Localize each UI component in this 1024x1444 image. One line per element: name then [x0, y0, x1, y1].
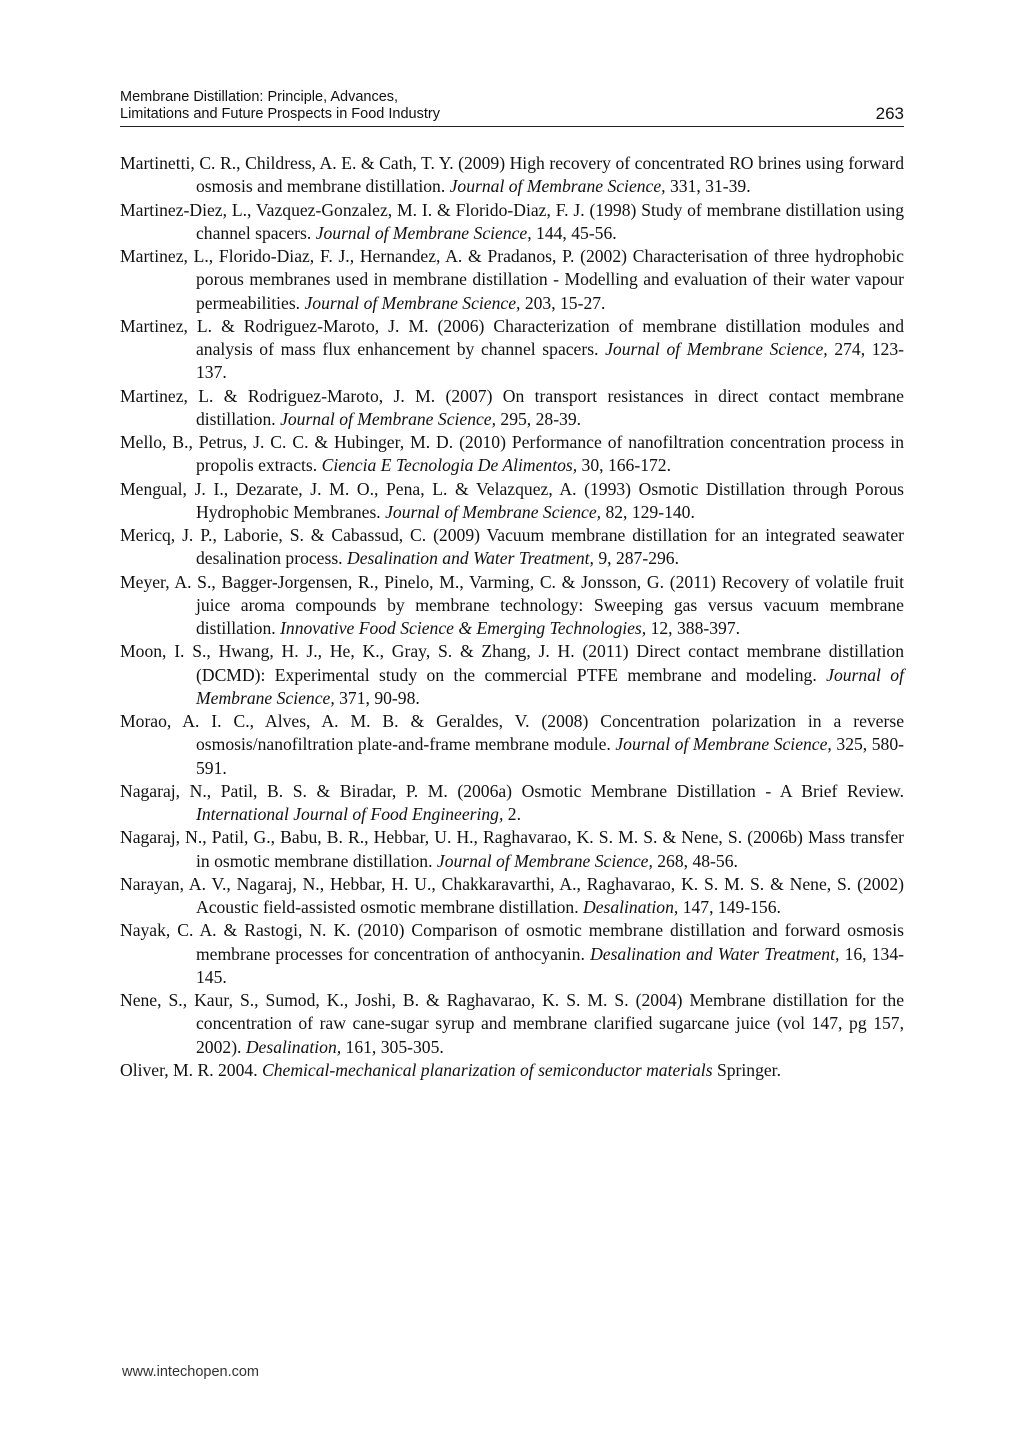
- reference-entry: Mericq, J. P., Laborie, S. & Cabassud, C. (2009) Vacuum membrane distillation for an integrated seawater desalination process. Desalination and Water Treatment, 9, 287-296.: [120, 525, 904, 569]
- journal-title: Ciencia E Tecnologia De Alimentos,: [321, 455, 578, 476]
- reference-entry: Martinetti, C. R., Childress, A. E. & Cath, T. Y. (2009) High recovery of concentrated RO brines using forward osmosis and membrane distillation. Journal of Membrane Science, 331, 31-39.: [120, 153, 904, 197]
- reference-entry: Mello, B., Petrus, J. C. C. & Hubinger, M. D. (2010) Performance of nanofiltration concentration process in propolis extracts. Ciencia E Tecnologia De Alimentos, 30, 166-172.: [120, 432, 904, 476]
- journal-title: Desalination and Water Treatment,: [590, 943, 840, 964]
- journal-title: Journal of Membrane Science,: [196, 664, 904, 708]
- reference-entry: Martinez-Diez, L., Vazquez-Gonzalez, M. I. & Florido-Diaz, F. J. (1998) Study of membrane distillation using channel spacers. Journal of Membrane Science, 144, 45-56.: [120, 199, 904, 243]
- journal-title: Journal of Membrane Science,: [605, 339, 828, 359]
- journal-title: Journal of Membrane Science,: [436, 850, 653, 871]
- journal-title: Innovative Food Science & Emerging Technologies,: [280, 618, 647, 638]
- reference-entry: Mengual, J. I., Dezarate, J. M. O., Pena, L. & Velazquez, A. (1993) Osmotic Distillation through Porous Hydrophobic Membranes. Journal of Membrane Science, 82, 129-140.: [120, 478, 904, 522]
- reference-list: [120, 152, 904, 1082]
- journal-title: Journal of Membrane Science,: [449, 176, 666, 197]
- journal-title: Desalination and Water Treatment,: [346, 548, 594, 569]
- running-header: [120, 89, 904, 127]
- reference-entry: Nagaraj, N., Patil, G., Babu, B. R., Hebbar, U. H., Raghavarao, K. S. M. S. & Nene, S. (2006b) Mass transfer in osmotic membrane distillation. Journal of Membrane Science, 268, 48-56.: [120, 827, 904, 871]
- reference-entry: Martinez, L. & Rodriguez-Maroto, J. M. (2006) Characterization of membrane distillation modules and analysis of mass flux enhancement by channel spacers. Journal of Membrane Science, 274, 123-137.: [120, 315, 904, 383]
- journal-title: Journal of Membrane Science,: [315, 222, 532, 243]
- book-title: Chemical-mechanical planarization of semiconductor materials: [262, 1059, 713, 1080]
- reference-entry: Nayak, C. A. & Rastogi, N. K. (2010) Comparison of osmotic membrane distillation and forward osmosis membrane processes for concentration of anthocyanin. Desalination and Water Treatment, 16, 134-145.: [120, 920, 904, 987]
- journal-title: Journal of Membrane Science,: [385, 501, 602, 522]
- header-title-line-1: Membrane Distillation: Principle, Advances,: [120, 89, 399, 105]
- reference-entry: Martinez, L. & Rodriguez-Maroto, J. M. (2007) On transport resistances in direct contact membrane distillation. Journal of Membrane Science, 295, 28-39.: [120, 385, 904, 429]
- journal-title: Desalination,: [583, 897, 679, 917]
- reference-entry: Narayan, A. V., Nagaraj, N., Hebbar, H. U., Chakkaravarthi, A., Raghavarao, K. S. M. S. & Nene, S. (2002) Acoustic field-assisted osmotic membrane distillation. Desalination, 147, 149-156.: [120, 873, 904, 917]
- journal-title: Journal of Membrane Science,: [280, 408, 497, 429]
- reference-entry: Moon, I. S., Hwang, H. J., He, K., Gray, S. & Zhang, J. H. (2011) Direct contact membrane distillation (DCMD): Experimental study on the commercial PTFE membrane and modeling. Journal of Membrane Science, 371, 90-98.: [120, 641, 904, 708]
- journal-title: Journal of Membrane Science,: [304, 292, 521, 313]
- reference-entry: Oliver, M. R. 2004. Chemical-mechanical planarization of semiconductor materials Springer.: [120, 1059, 781, 1080]
- reference-entry: Nagaraj, N., Patil, B. S. & Biradar, P. M. (2006a) Osmotic Membrane Distillation - A Brief Review. International Journal of Food Engineering, 2.: [120, 780, 904, 824]
- journal-title: Desalination,: [245, 1036, 342, 1057]
- reference-entry: Martinez, L., Florido-Diaz, F. J., Hernandez, A. & Pradanos, P. (2002) Characterisation of three hydrophobic porous membranes used in membrane distillation - Modelling and evaluation of their water vapour permeabilities. Journal of Membrane Science, 203, 15-27.: [120, 246, 904, 313]
- journal-title: International Journal of Food Engineering,: [196, 804, 504, 824]
- journal-title: Journal of Membrane Science,: [615, 734, 832, 755]
- reference-entry: Morao, A. I. C., Alves, A. M. B. & Geraldes, V. (2008) Concentration polarization in a reverse osmosis/nanofiltration plate-and-frame membrane module. Journal of Membrane Science, 325, 580-591.: [120, 711, 904, 778]
- footer-url: www.intechopen.com: [122, 1364, 260, 1380]
- reference-entry: Meyer, A. S., Bagger-Jorgensen, R., Pinelo, M., Varming, C. & Jonsson, G. (2011) Recovery of volatile fruit juice aroma compounds by membrane technology: Sweeping gas versus vacuum membrane distillation. Innovative Food Science & Emerging Technologies, 12, 388-397.: [120, 571, 904, 638]
- page-number: 263: [875, 104, 904, 123]
- header-title-line-2: Limitations and Future Prospects in Food Industry: [120, 106, 440, 122]
- reference-entry: Nene, S., Kaur, S., Sumod, K., Joshi, B. & Raghavarao, K. S. M. S. (2004) Membrane distillation for the concentration of raw cane-sugar syrup and membrane clarified sugarcane juice (vol 147, pg 157, 2002). Desalination, 161, 305-305.: [120, 990, 904, 1057]
